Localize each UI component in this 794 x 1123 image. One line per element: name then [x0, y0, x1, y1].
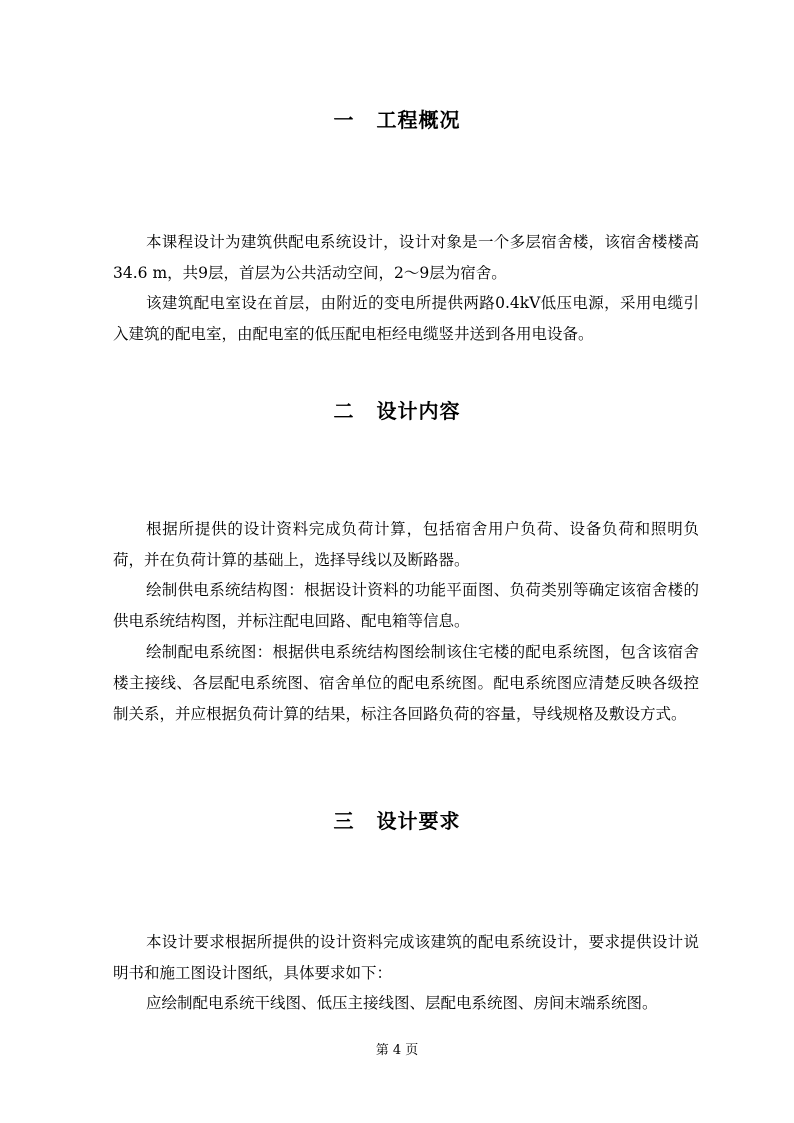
section-1-paragraph-2: 该建筑配电室设在首层，由附近的变电所提供两路0.4kV低压电源，采用电缆引入建筑的配电室，由配电室的低压配电柜经电缆竖井送到各用电设备。 — [113, 294, 699, 343]
section-1-title: 工程概况 — [376, 108, 461, 132]
section-3-number: 三 — [333, 809, 355, 833]
section-1-number: 一 — [333, 108, 355, 132]
section-2-paragraph-3: 绘制配电系统图：根据供电系统结构图绘制该住宅楼的配电系统图，包含该宿舍楼主接线、各层配电系统图、宿舍单位的配电系统图。配电系统图应清楚反映各级控制关系，并应根据负荷计算的结果，标注各回路负荷的容量，导线规格及敷设方式。 — [113, 643, 699, 723]
section-2-number: 二 — [333, 399, 355, 423]
section-2-heading — [0, 395, 794, 424]
section-3-heading — [0, 805, 794, 834]
page-number: 第 4 页 — [375, 1043, 419, 1058]
section-3-paragraph-2: 应绘制配电系统干线图、低压主接线图、层配电系统图、房间末端系统图。 — [146, 994, 658, 1012]
section-2-paragraph-2: 绘制供电系统结构图：根据设计资料的功能平面图、负荷类别等确定该宿舍楼的供电系统结构图，并标注配电回路、配电箱等信息。 — [113, 581, 699, 630]
section-3-paragraph-1: 本设计要求根据所提供的设计资料完成该建筑的配电系统设计，要求提供设计说明书和施工图设计图纸，具体要求如下： — [113, 933, 699, 982]
section-2-title: 设计内容 — [376, 399, 461, 423]
section-2-paragraph-1: 根据所提供的设计资料完成负荷计算，包括宿舍用户负荷、设备负荷和照明负荷，并在负荷计算的基础上，选择导线以及断路器。 — [113, 520, 699, 569]
section-1-paragraph-1: 本课程设计为建筑供配电系统设计，设计对象是一个多层宿舍楼，该宿舍楼楼高34.6 m，共9层，首层为公共活动空间，2～9层为宿舍。 — [113, 233, 699, 282]
section-3-title: 设计要求 — [376, 809, 461, 833]
section-1-heading — [0, 104, 794, 133]
